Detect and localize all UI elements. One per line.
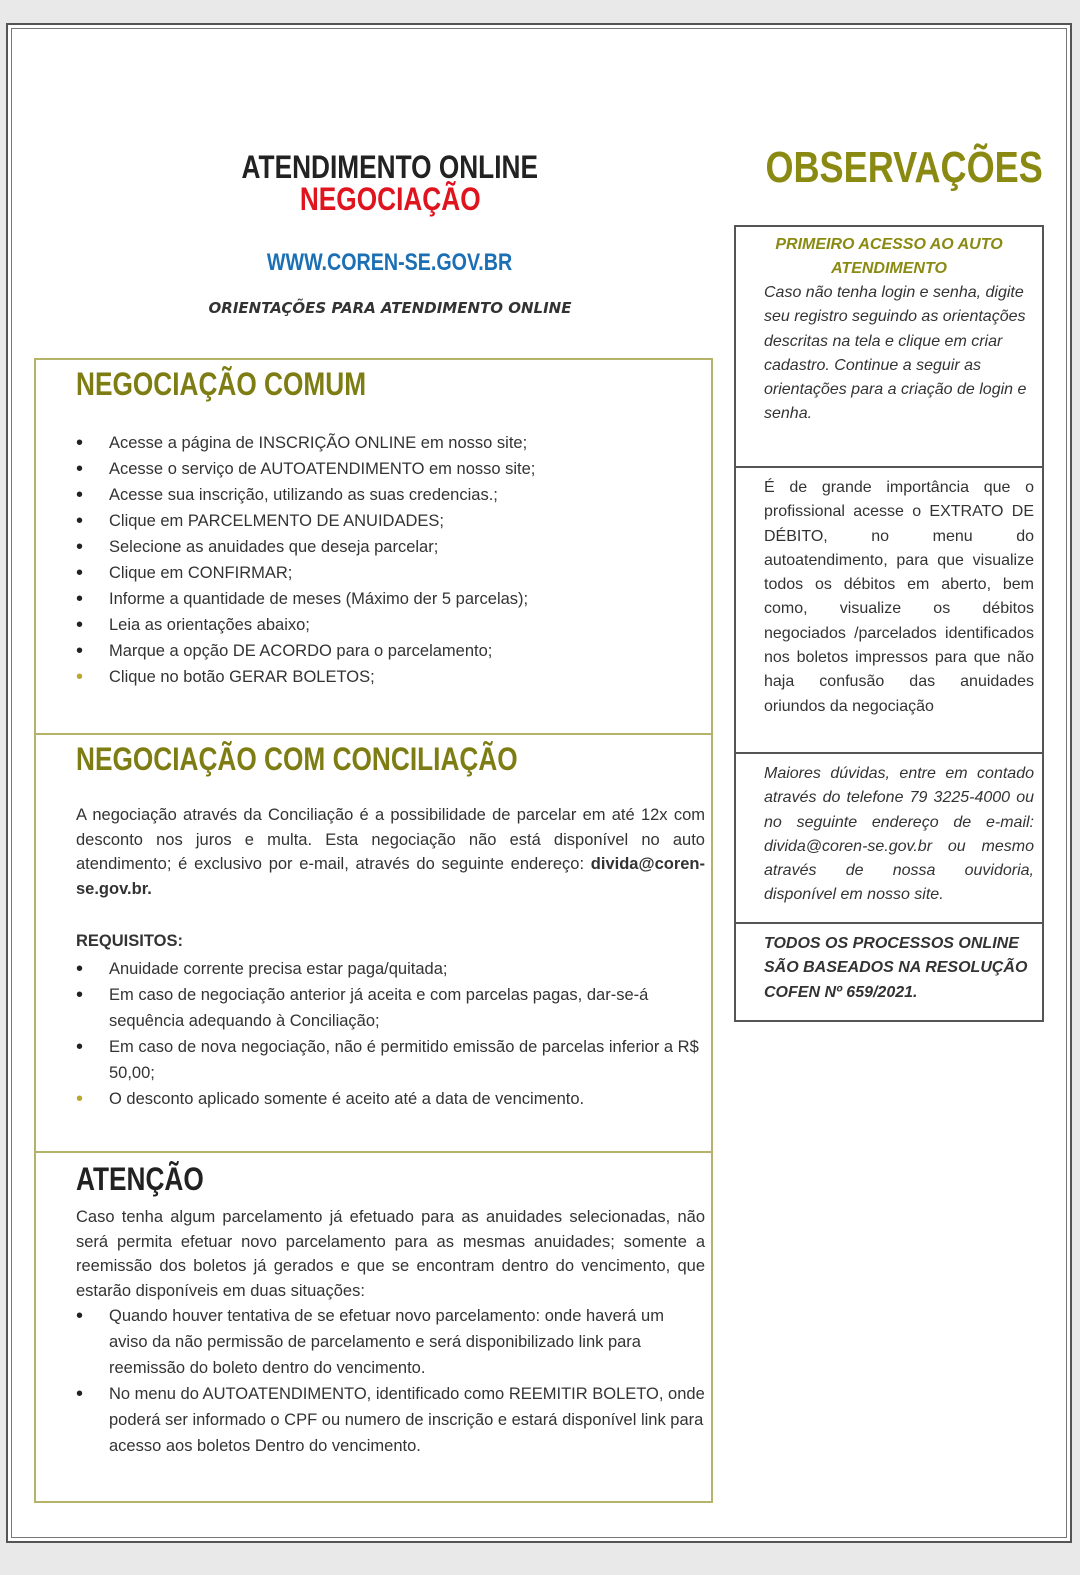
- common-steps-list: [76, 430, 705, 690]
- requirements-label: REQUISITOS:: [76, 932, 183, 950]
- website-link[interactable]: WWW.COREN-SE.GOV.BR: [267, 249, 513, 276]
- contact-box: [734, 752, 1044, 924]
- first-access-heading: PRIMEIRO ACESSO AO AUTO ATENDIMENTO: [775, 236, 1003, 277]
- attention-text: Caso tenha algum parcelamento já efetuado para as anuidades selecionadas, não será permita efetuar novo parcelamento para as mesmas anuidades; somente a reemissão dos boletos já gerados e que se encontram dentro do vencimento, que estarão disponíveis em duas situações:: [76, 1208, 705, 1300]
- observations-title: OBSERVAÇÕES: [765, 143, 1043, 192]
- common-negotiation-heading: NEGOCIAÇÃO COMUM: [76, 366, 367, 402]
- list-item: • No menu do AUTOATENDIMENTO, identificado como REEMITIR BOLETO, onde poderá ser informado o CPF ou numero de inscrição e estará disponível link para acesso aos boletos Dentro do vencimento.: [76, 1381, 705, 1459]
- common-negotiation-section: [34, 358, 713, 735]
- resolution-text: TODOS OS PROCESSOS ONLINE SÃO BASEADOS NA RESOLUÇÃO COFEN Nº 659/2021.: [764, 935, 1028, 1001]
- list-item: • Quando houver tentativa de se efetuar novo parcelamento: onde haverá um aviso da não permissão de parcelamento e será disponibilizado link para reemissão do boleto dentro do vencimento.: [76, 1303, 705, 1381]
- requirements-list: [76, 956, 705, 1112]
- importance-text: É de grande importância que o profissional acesse o EXTRATO DE DÉBITO, no menu do autoatendimento, para que visualize todos os débitos em aberto, bem como, visualize os débitos negociados /parcelados identificados nos boletos impressos para que não haja confusão das anuidades oriundos da negociação: [764, 479, 1034, 715]
- list-item: • Clique em PARCELMENTO DE ANUIDADES;: [76, 508, 705, 534]
- conciliation-email[interactable]: divida@coren-se.gov.br.: [76, 855, 705, 898]
- list-item: • Em caso de negociação anterior já aceita e com parcelas pagas, dar-se-á sequência adequando à Conciliação;: [76, 982, 705, 1034]
- list-item: • Acesse sua inscrição, utilizando as suas credencias.;: [76, 482, 705, 508]
- subtitle: ORIENTAÇÕES PARA ATENDIMENTO ONLINE: [208, 299, 572, 317]
- list-item: • Marque a opção DE ACORDO para o parcelamento;: [76, 638, 705, 664]
- list-item: • O desconto aplicado somente é aceito até a data de vencimento.: [76, 1086, 705, 1112]
- importance-box: [734, 466, 1044, 754]
- title-line2: NEGOCIAÇÃO: [299, 181, 481, 217]
- list-item: • Leia as orientações abaixo;: [76, 612, 705, 638]
- attention-heading: ATENÇÃO: [76, 1161, 204, 1197]
- conciliation-intro: A negociação através da Conciliação é a possibilidade de parcelar em até 12x com desconto nos juros e multa. Esta negociação não está disponível no auto atendimento; é exclusivo por e-mail, através do seguinte endereço: divida@coren-se.gov.br.: [76, 806, 705, 898]
- list-item: • Clique em CONFIRMAR;: [76, 560, 705, 586]
- list-item: • Informe a quantidade de meses (Máximo der 5 parcelas);: [76, 586, 705, 612]
- resolution-box: [734, 922, 1044, 1022]
- list-item: • Clique no botão GERAR BOLETOS;: [76, 664, 705, 690]
- contact-text: Maiores dúvidas, entre em contado através do telefone 79 3225-4000 ou no seguinte endereço de e-mail: divida@coren-se.gov.br ou mesmo através de nossa ouvidoria, disponível em nosso site.: [764, 765, 1034, 904]
- conciliation-heading: NEGOCIAÇÃO COM CONCILIAÇÃO: [76, 741, 518, 777]
- first-access-box: [734, 225, 1044, 468]
- list-item: • Em caso de nova negociação, não é permitido emissão de parcelas inferior a R$ 50,00;: [76, 1034, 705, 1086]
- list-item: • Selecione as anuidades que deseja parcelar;: [76, 534, 705, 560]
- list-item: • Acesse o serviço de AUTOATENDIMENTO em nosso site;: [76, 456, 705, 482]
- list-item: • Acesse a página de INSCRIÇÃO ONLINE em nosso site;: [76, 430, 705, 456]
- attention-section: [34, 1151, 713, 1503]
- attention-list: [76, 1303, 705, 1459]
- conciliation-section: [34, 733, 713, 1153]
- list-item: • Anuidade corrente precisa estar paga/quitada;: [76, 956, 705, 982]
- title-line1: ATENDIMENTO ONLINE: [241, 149, 539, 185]
- first-access-text: Caso não tenha login e senha, digite seu registro seguindo as orientações descritas na tela e clique em criar cadastro. Continue a seguir as orientações para a criação de login e senha.: [764, 284, 1027, 423]
